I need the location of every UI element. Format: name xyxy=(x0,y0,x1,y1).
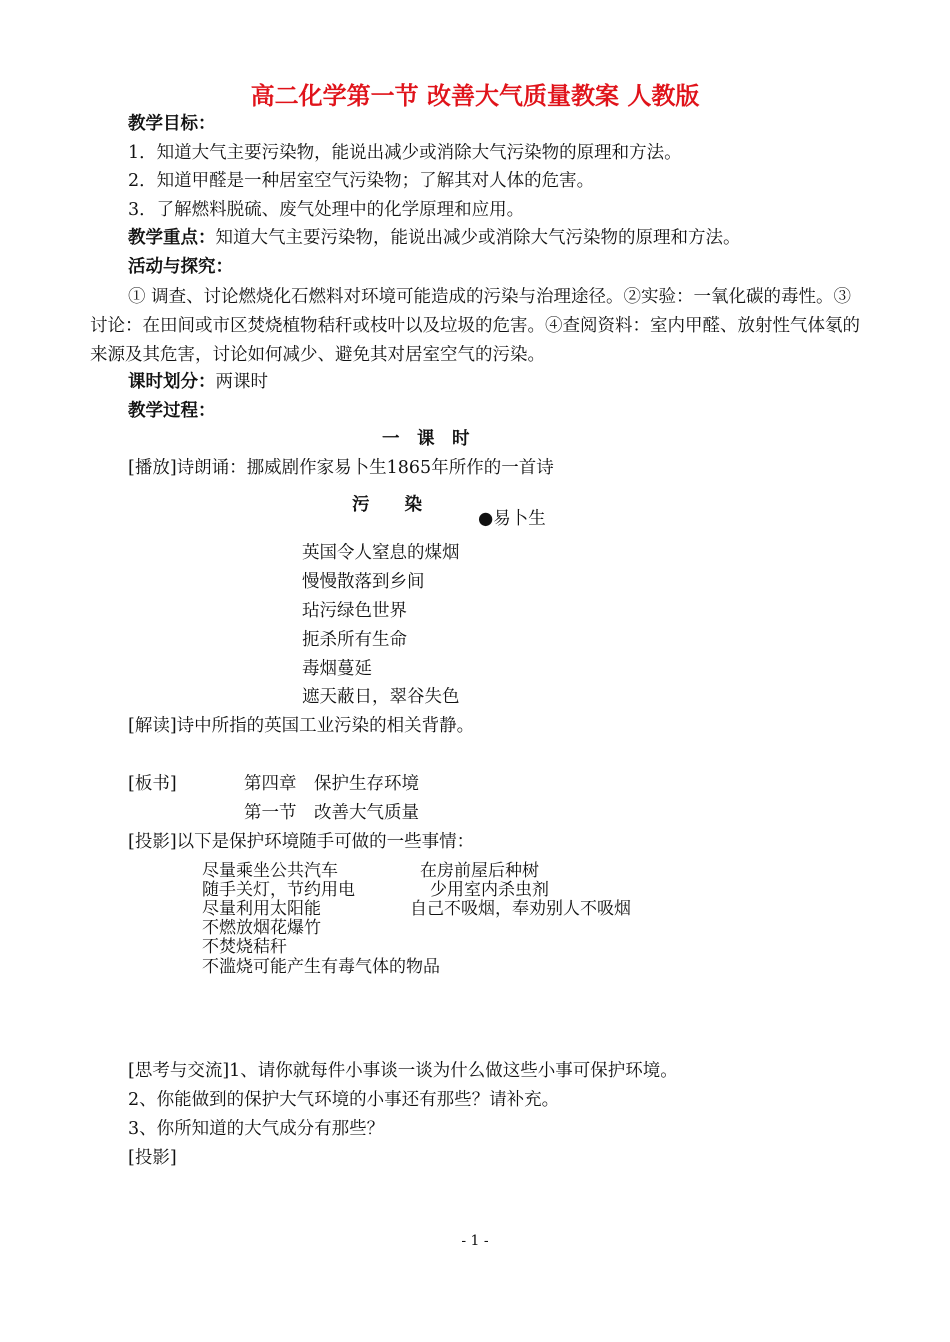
activity-label: 活动与探究： xyxy=(128,257,233,277)
board-chapter: 第四章 保护生存环境 xyxy=(244,774,419,794)
poem-line: 毒烟蔓延 xyxy=(302,659,372,679)
goals-label: 教学目标： xyxy=(128,114,216,134)
schedule-text: 两课时 xyxy=(215,372,268,392)
projection-item: 少用室内杀虫剂 xyxy=(430,880,549,900)
projection-intro: [投影]以下是保护环境随手可做的一些事情： xyxy=(128,832,475,852)
projection-item: 不滥烧可能产生有毒气体的物品 xyxy=(202,957,440,977)
goal-item-3: 3．了解燃料脱硫、废气处理中的化学原理和应用。 xyxy=(128,200,525,220)
goal-item-2: 2．知道甲醛是一种居室空气污染物；了解其对人体的危害。 xyxy=(128,171,595,191)
process-label: 教学过程： xyxy=(128,401,216,421)
activity-paragraph: ① 调查、讨论燃烧化石燃料对环境可能造成的污染与治理途径。②实验：一氧化碳的毒性。③讨论：在田间或市区焚烧植物秸秆或枝叶以及垃圾的危害。④查阅资料：室内甲醛、放射性气体氡的来源及其危害，讨论如何减少、避免其对居室空气的污染。 xyxy=(90,287,860,365)
projection-item: 随手关灯，节约用电 xyxy=(202,880,355,900)
focus-label: 教学重点： xyxy=(128,228,216,248)
projection-item: 尽量利用太阳能 xyxy=(202,899,321,919)
projection-item: 不燃放烟花爆竹 xyxy=(202,918,321,938)
poem-title: 污 染 xyxy=(352,495,422,515)
discuss-line: 3、你所知道的大气成分有那些？ xyxy=(128,1119,385,1139)
board-label: [板书] xyxy=(128,774,177,794)
lesson-heading: 一 课 时 xyxy=(382,429,470,449)
discuss-line: 2、你能做到的保护大气环境的小事还有那些？请补充。 xyxy=(128,1090,560,1110)
board-section: 第一节 改善大气质量 xyxy=(244,803,419,823)
projection-item: 在房前屋后种树 xyxy=(420,861,539,881)
poem-line: 玷污绿色世界 xyxy=(302,601,407,621)
poem-line: 慢慢散落到乡间 xyxy=(302,572,425,592)
poem-line: 遮天蔽日，翠谷失色 xyxy=(302,687,460,707)
focus-text: 知道大气主要污染物，能说出减少或消除大气污染物的原理和方法。 xyxy=(215,228,741,248)
projection-item: 尽量乘坐公共汽车 xyxy=(202,861,338,881)
poem-author: ●易卜生 xyxy=(478,509,546,529)
goal-item-1: 1．知道大气主要污染物，能说出减少或消除大气污染物的原理和方法。 xyxy=(128,143,682,163)
interpret-line: [解读]诗中所指的英国工业污染的相关背静。 xyxy=(128,716,475,736)
page-number: - 1 - xyxy=(461,1233,489,1249)
discuss-line: [思考与交流]1、请你就每件小事谈一谈为什么做这些小事可保护环境。 xyxy=(128,1061,678,1081)
projection-item: 自己不吸烟，奉劝别人不吸烟 xyxy=(410,899,631,919)
broadcast-line: [播放]诗朗诵：挪威剧作家易卜生1865年所作的一首诗 xyxy=(128,458,554,478)
schedule-line xyxy=(128,374,268,392)
projection-item: 不焚烧秸秆 xyxy=(202,937,287,957)
poem-line: 扼杀所有生命 xyxy=(302,630,407,650)
projection-end: [投影] xyxy=(128,1148,177,1168)
document-title: 高二化学第一节 改善大气质量教案 人教版 xyxy=(250,82,700,110)
poem-line: 英国令人窒息的煤烟 xyxy=(302,543,460,563)
schedule-label: 课时划分： xyxy=(128,372,216,392)
focus-line xyxy=(128,230,741,248)
